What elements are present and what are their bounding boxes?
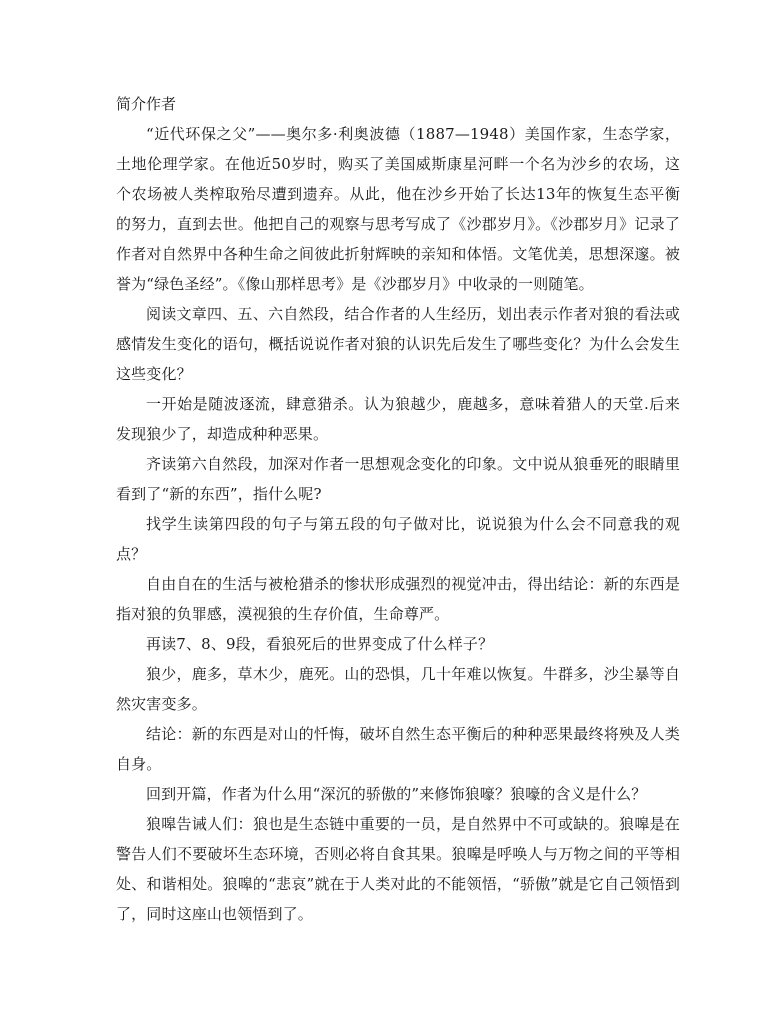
paragraph-conclusion: 结论：新的东西是对山的忏悔，破坏自然生态平衡后的种种恶果最终将殃及人类自身。 (116, 725, 680, 773)
paragraph-question-3: 找学生读第四段的句子与第五段的句子做对比，说说狼为什么会不同意我的观点？ (116, 515, 680, 563)
paragraph-answer-1: 一开始是随波逐流，肆意猎杀。认为狼越少，鹿越多，意味着猎人的天堂.后来发现狼少了，却造成种种恶果。 (116, 395, 680, 443)
paragraph-question-4: 再读7、8、9段，看狼死后的世界变成了什么样子？ (146, 635, 494, 653)
paragraph-answer-4: 狼嗥告诫人们：狼也是生态链中重要的一员，是自然界中不可或缺的。狼嗥是在警告人们不要破坏生态环境，否则必将自食其果。狼嗥是呼唤人与万物之间的平等相处、和谐相处。狼嗥的“悲哀”就在于人类对此的不能领悟，“骄傲”就是它自己领悟到了，同时这座山也领悟到了。 (116, 815, 680, 923)
paragraph-question-1: 阅读文章四、五、六自然段，结合作者的人生经历，划出表示作者对狼的看法或感情发生变化的语句，概括说说作者对狼的认识先后发生了哪些变化？为什么会发生这些变化？ (116, 305, 680, 383)
paragraph-answer-3: 狼少，鹿多，草木少，鹿死。山的恐惧，几十年难以恢复。牛群多，沙尘暴等自然灾害变多。 (116, 665, 680, 713)
paragraph-answer-2: 自由自在的生活与被枪猎杀的惨状形成强烈的视觉冲击，得出结论：新的东西是指对狼的负罪感，漠视狼的生存价值，生命尊严。 (116, 575, 680, 623)
paragraph-question-5: 回到开篇，作者为什么用“深沉的骄傲的”来修饰狼嚎？狼嚎的含义是什么？ (146, 785, 647, 803)
section-title: 简介作者 (116, 95, 177, 113)
paragraph-author-intro: “近代环保之父”——奥尔多·利奥波德（1887—1948）美国作家，生态学家，土地伦理学家。在他近50岁时，购买了美国威斯康星河畔一个名为沙乡的农场，这个农场被人类榨取殆尽遭到遗弃。从此，他在沙乡开始了长达13年的恢复生态平衡的努力，直到去世。他把自己的观察与思考写成了《沙郡岁月》。《沙郡岁月》记录了作者对自然界中各种生命之间彼此折射辉映的亲知和体悟。文笔优美，思想深邃。被誉为“绿色圣经”。《像山那样思考》是《沙郡岁月》中收录的一则随笔。 (116, 125, 680, 293)
paragraph-question-2: 齐读第六自然段，加深对作者一思想观念变化的印象。文中说从狼垂死的眼睛里看到了“新的东西”，指什么呢? (116, 455, 680, 503)
